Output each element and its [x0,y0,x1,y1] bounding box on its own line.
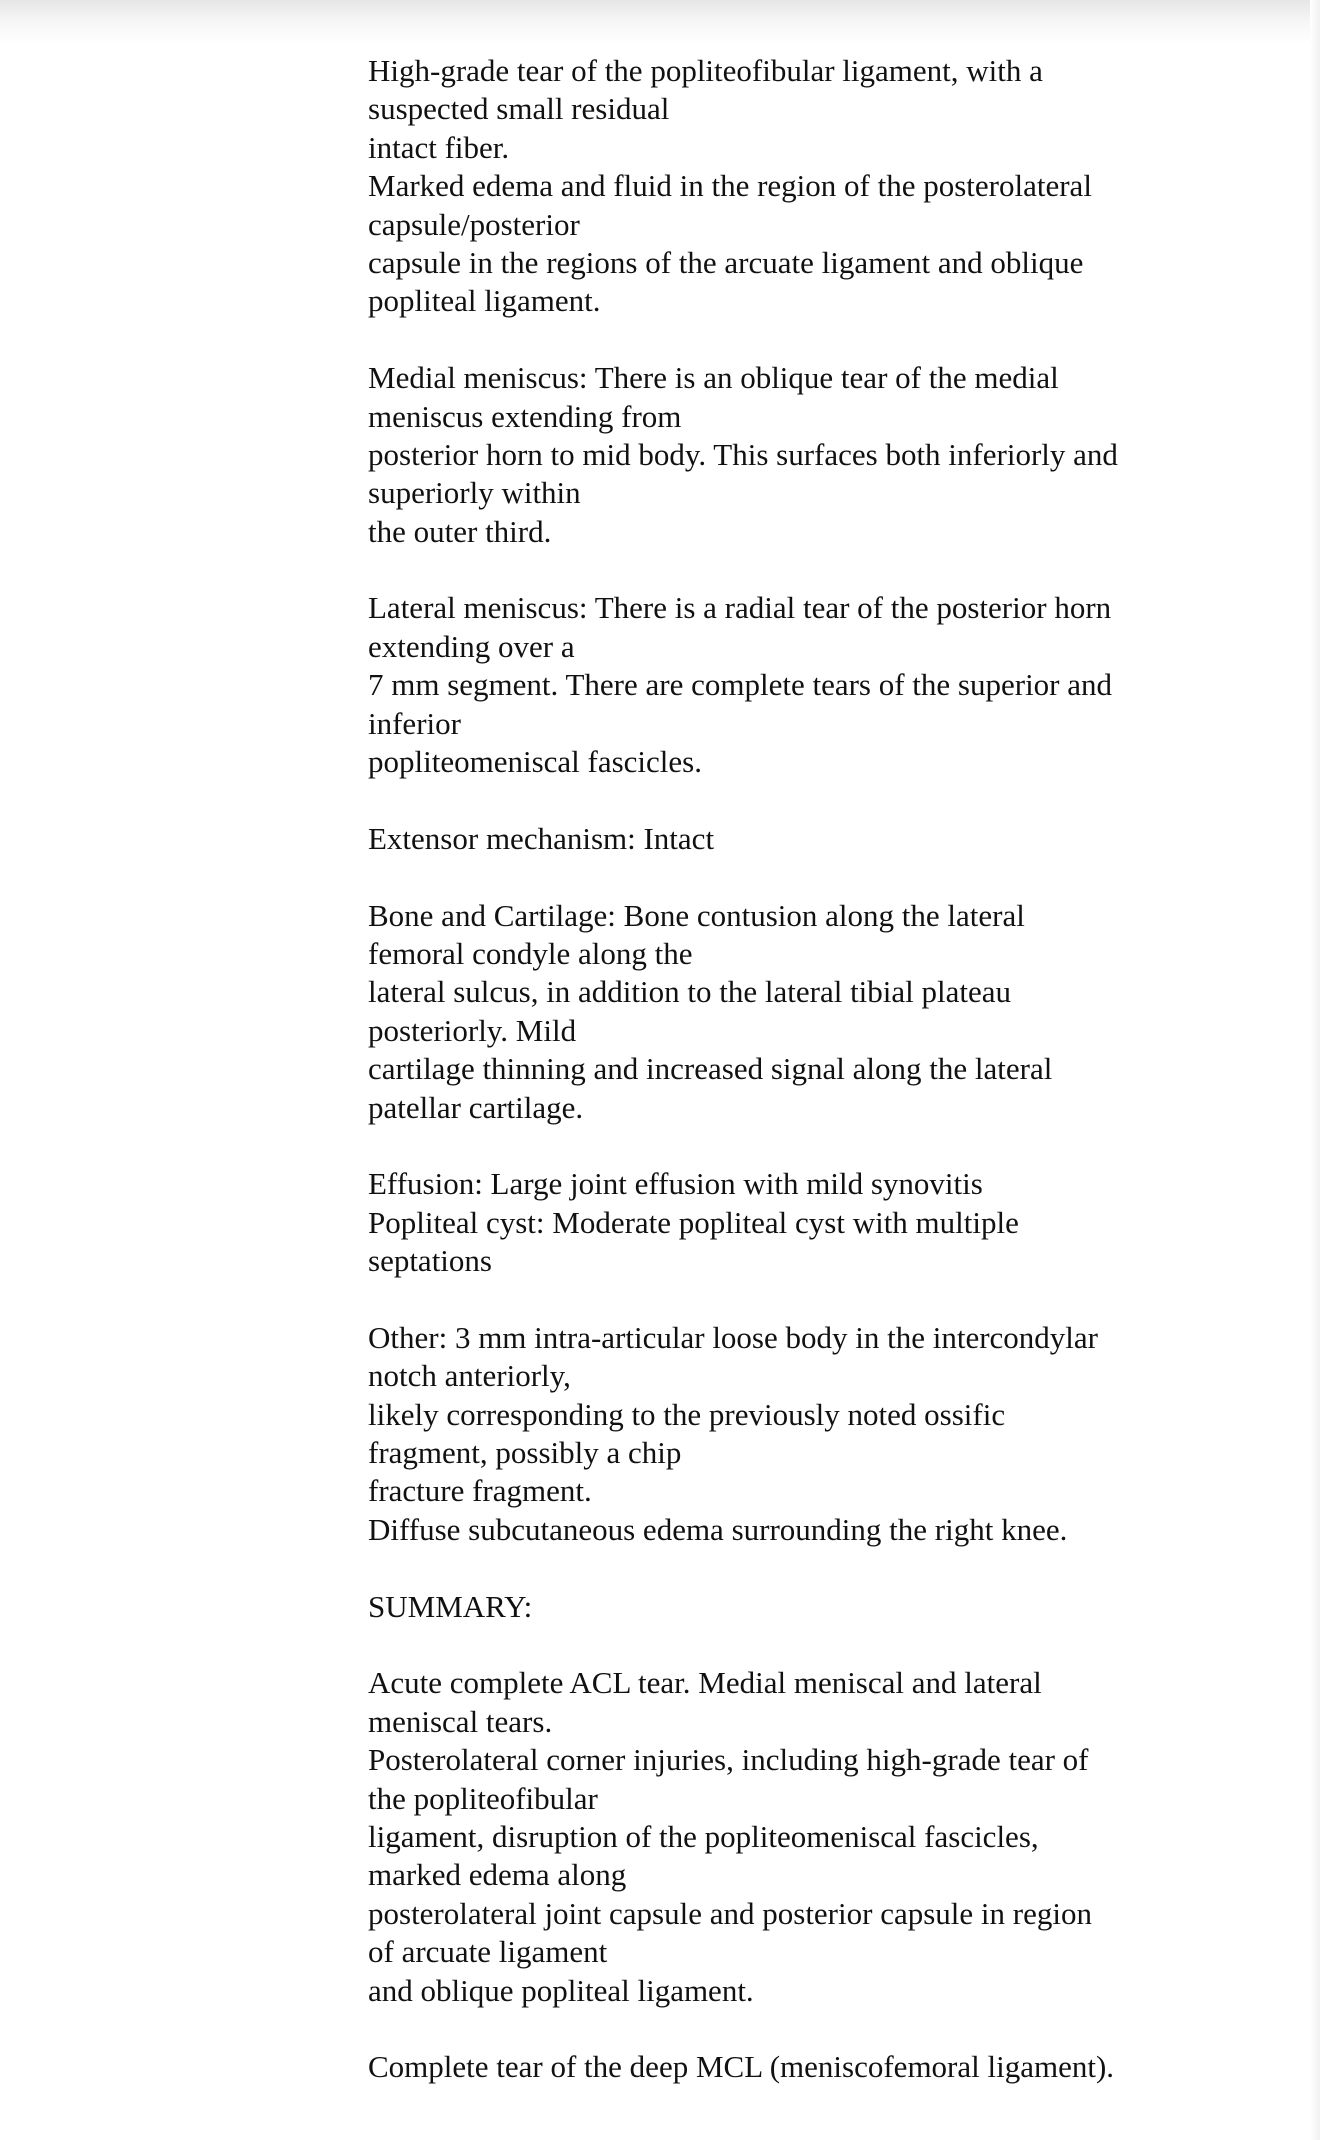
report-paragraph [368,2048,1188,2086]
paragraph-gap [368,2010,1188,2048]
report-line: Marked edema and fluid in the region of the posterolateral [368,168,1092,204]
report-line: Diffuse subcutaneous edema surrounding the right knee. [368,1511,1068,1547]
report-line: Bone and Cartilage: Bone contusion along the lateral [368,897,1025,933]
report-line: ligament, disruption of the popliteomeniscal fascicles, [368,1818,1039,1854]
report-line: Complete tear of the deep MCL (meniscofemoral ligament). [368,2049,1115,2085]
report-paragraph [368,897,1188,1127]
report-line: marked edema along [368,1857,627,1893]
paragraph-gap [368,1281,1188,1319]
report-line: Posterolateral corner injuries, including high-grade tear of [368,1742,1089,1778]
report-line: the outer third. [368,513,552,549]
report-line: Other: 3 mm intra-articular loose body in the intercondylar [368,1319,1098,1355]
report-line: High-grade tear of the popliteofibular ligament, with a [368,53,1043,88]
report-paragraph [368,1165,1188,1280]
paragraph-gap [368,551,1188,589]
report-line: posteriorly. Mild [368,1012,577,1048]
report-paragraph [368,1588,1188,1626]
report-line: SUMMARY: [368,1588,533,1624]
report-paragraph [368,359,1188,551]
report-line: Effusion: Large joint effusion with mild synovitis [368,1166,983,1202]
report-line: patellar cartilage. [368,1089,584,1125]
report-line: popliteal ligament. [368,283,601,319]
report-line: meniscus extending from [368,398,682,434]
report-line: capsule/posterior [368,206,580,242]
report-line: lateral sulcus, in addition to the lateral tibial plateau [368,974,1012,1010]
report-line: Acute complete ACL tear. Medial meniscal and lateral [368,1665,1042,1701]
report-line: inferior [368,705,461,741]
report-line: meniscal tears. [368,1703,553,1739]
report-line: capsule in the regions of the arcuate ligament and oblique [368,244,1084,280]
report-line: and oblique popliteal ligament. [368,1972,754,2008]
paragraph-gap [368,1626,1188,1664]
report-line: intact fiber. [368,129,510,165]
paragraph-gap [368,1549,1188,1587]
report-line: posterior horn to mid body. This surfaces both inferiorly and [368,436,1118,472]
report-line: femoral condyle along the [368,935,693,971]
report-line: suspected small residual [368,91,670,127]
paragraph-gap [368,1127,1188,1165]
report-line: notch anteriorly, [368,1358,571,1394]
paragraph-gap [368,321,1188,359]
report-paragraph [368,589,1188,781]
report-line: fracture fragment. [368,1473,592,1509]
report-line: superiorly within [368,475,581,511]
report-line: the popliteofibular [368,1780,598,1816]
report-paragraph [368,1664,1188,2010]
paragraph-gap [368,781,1188,819]
report-paragraph [368,1319,1188,1549]
top-shadow [0,0,1320,44]
report-line: Lateral meniscus: There is a radial tear of the posterior horn [368,590,1112,626]
report-line: posterolateral joint capsule and posterior capsule in region [368,1895,1092,1931]
report-paragraph [368,820,1188,858]
report-line: 7 mm segment. There are complete tears of the superior and [368,667,1113,703]
report-line: popliteomeniscal fascicles. [368,744,702,780]
report-line: septations [368,1243,492,1279]
report-line: fragment, possibly a chip [368,1435,682,1471]
report-line: cartilage thinning and increased signal along the lateral [368,1051,1053,1087]
report-line: of arcuate ligament [368,1934,608,1970]
report-line: Popliteal cyst: Moderate popliteal cyst with multiple [368,1204,1019,1240]
paragraph-gap [368,858,1188,896]
report-line: extending over a [368,628,575,664]
scroll-edge [1310,0,1320,2140]
report-line: Extensor mechanism: Intact [368,820,715,856]
report-line: Medial meniscus: There is an oblique tear of the medial [368,360,1059,396]
report-line: likely corresponding to the previously noted ossific [368,1396,1006,1432]
report-body [368,52,1188,2087]
report-paragraph [368,52,1188,321]
